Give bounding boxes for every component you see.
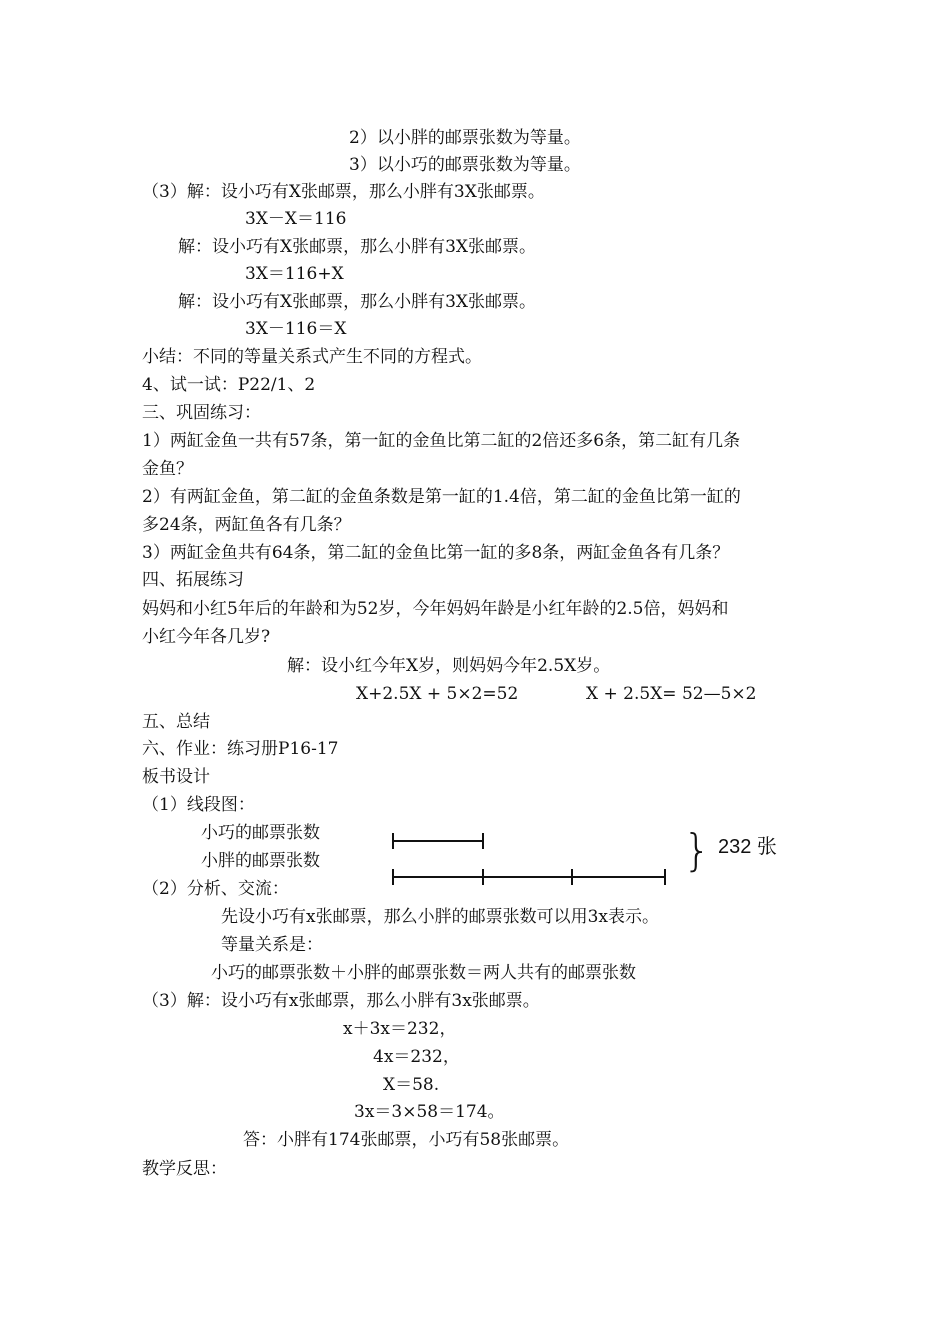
text-line: 解：设小巧有X张邮票，那么小胖有3X张邮票。 [178, 237, 537, 257]
exercise-line: 小红今年各几岁? [142, 627, 271, 647]
text-line: （1）线段图： [142, 795, 255, 815]
text-line: 2）以小胖的邮票张数为等量。 [349, 128, 581, 148]
relation-line: 小巧的邮票张数＋小胖的邮票张数＝两人共有的邮票张数 [211, 963, 636, 983]
answer-line: 答：小胖有174张邮票，小巧有58张邮票。 [243, 1130, 570, 1150]
xiaoqiao-segment [393, 833, 483, 849]
text-line: 先设小巧有x张邮票，那么小胖的邮票张数可以用3x表示。 [221, 907, 659, 927]
equation: 3X－116＝X [245, 319, 347, 339]
text-line: 3）以小巧的邮票张数为等量。 [349, 155, 581, 175]
equation: 3X－X＝116 [245, 209, 347, 229]
exercise-line: 妈妈和小红5年后的年龄和为52岁，今年妈妈年龄是小红年龄的2.5倍，妈妈和 [142, 599, 729, 619]
equation: 4x＝232， [373, 1047, 460, 1067]
section-heading: 五、总结 [142, 712, 210, 732]
total-label: 232 张 [718, 836, 777, 858]
xiaopang-segment [393, 869, 665, 885]
section-heading: 六、作业：练习册P16-17 [142, 739, 339, 759]
diagram-label-xiaopang: 小胖的邮票张数 [201, 851, 320, 871]
text-line: （3）解：设小巧有X张邮票，那么小胖有3X张邮票。 [142, 182, 545, 202]
brace-symbol: } [683, 825, 711, 876]
equation: X＝58. [383, 1075, 440, 1095]
equation: 3X＝116+X [245, 264, 344, 284]
section-heading: 板书设计 [142, 767, 210, 787]
exercise-line: 3）两缸金鱼共有64条，第二缸的金鱼比第一缸的多8条，两缸金鱼各有几条？ [142, 543, 730, 563]
text-line: 解：设小红今年X岁，则妈妈今年2.5X岁。 [287, 656, 611, 676]
exercise-line: 多24条，两缸鱼各有几条？ [142, 515, 351, 535]
equation: x＋3x＝232， [343, 1019, 457, 1039]
section-heading: 三、巩固练习： [142, 403, 261, 423]
equation: 3x＝3×58＝174。 [354, 1102, 505, 1122]
text-line: （3）解：设小巧有x张邮票，那么小胖有3x张邮票。 [142, 991, 540, 1011]
exercise-line: 金鱼？ [142, 459, 193, 479]
diagram-label-xiaoqiao: 小巧的邮票张数 [201, 823, 320, 843]
section-heading: 四、拓展练习 [142, 570, 244, 590]
exercise-line: 2）有两缸金鱼，第二缸的金鱼条数是第一缸的1.4倍，第二缸的金鱼比第一缸的 [142, 487, 741, 507]
text-line: 等量关系是： [221, 935, 323, 955]
exercise-line: 1）两缸金鱼一共有57条，第一缸的金鱼比第二缸的2倍还多6条，第二缸有几条 [142, 431, 741, 451]
text-line: （2）分析、交流： [142, 879, 289, 899]
equation: X+2.5X + 5×2=52 [356, 684, 519, 704]
equation: X + 2.5X= 52—5×2 [586, 684, 757, 704]
text-line: 解：设小巧有X张邮票，那么小胖有3X张邮票。 [178, 292, 537, 312]
section-heading: 教学反思： [142, 1159, 227, 1179]
summary-line: 小结：不同的等量关系式产生不同的方程式。 [142, 347, 482, 367]
text-line: 4、试一试：P22/1、2 [142, 375, 316, 395]
